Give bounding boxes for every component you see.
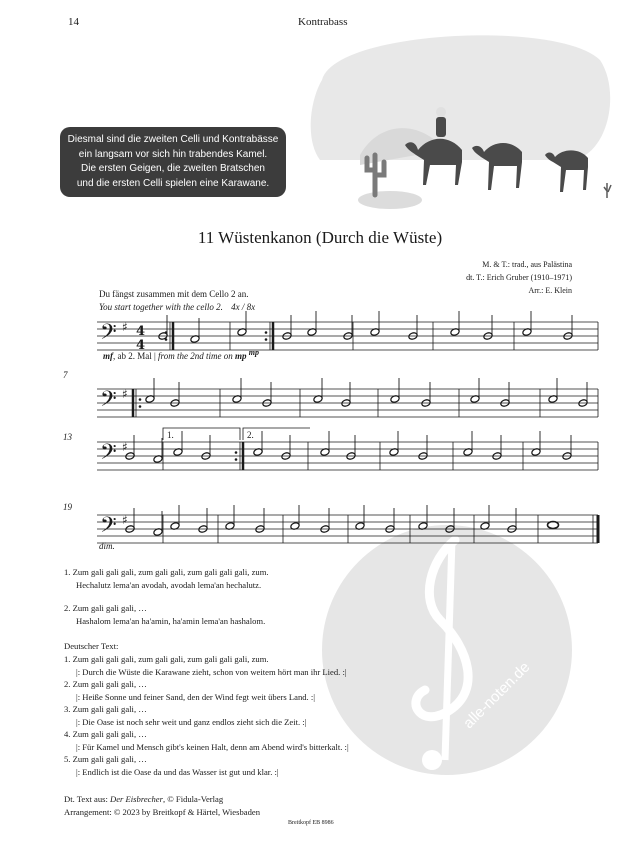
german-verse-4	[64, 728, 349, 753]
credit-line: Arr.: E. Klein	[528, 286, 572, 295]
verse-number: 1.	[64, 654, 71, 664]
verse-number: 1.	[64, 567, 71, 577]
bar-number: 7	[63, 370, 68, 380]
dynamics-marking	[103, 348, 259, 361]
verse-line: Zum gali gali gali, …	[72, 603, 147, 613]
lyrics-verse-2	[64, 602, 265, 627]
time-signature-bottom: 4	[136, 338, 146, 353]
intro-line: ein langsam vor sich hin trabendes Kamel.	[78, 148, 268, 160]
verse-line: |: Durch die Wüste die Karawane zieht, schon von weitem hört man ihr Lied. :|	[76, 666, 347, 677]
intro-line: Die ersten Geigen, die zweiten Bratschen	[81, 163, 265, 174]
german-verse-5	[64, 753, 279, 778]
sharp-icon: ♯	[122, 440, 128, 454]
verse-line: |: Für Kamel und Mensch gibt's keinen Halt, denn am Abend wird's bitterkalt. :|	[76, 741, 349, 752]
verse-line: Zum gali gali gali, …	[72, 754, 147, 764]
volta-brackets	[163, 428, 310, 440]
instruction-german: Du fängst zusammen mit dem Cello 2 an.	[99, 289, 249, 299]
staff-system-2	[97, 389, 598, 417]
page-number: 14	[68, 16, 79, 28]
intro-line: Diesmal sind die zweiten Celli und Kontrabässe	[67, 134, 279, 145]
german-verse-3	[64, 703, 306, 728]
intro-box	[60, 127, 286, 197]
verse-line: Zum gali gali gali, zum gali gali, zum gali gali gali, zum.	[72, 654, 269, 664]
verse-number: 2.	[64, 679, 71, 689]
bass-clef-icon: 𝄢	[100, 440, 117, 470]
desert-illustration	[311, 35, 611, 209]
verse-number: 3.	[64, 704, 71, 714]
verse-line: Zum gali gali gali, …	[72, 729, 147, 739]
bass-clef-icon: 𝄢	[100, 513, 117, 543]
verse-line: Zum gali gali gali, …	[72, 679, 147, 689]
source-prefix: Dt. Text aus:	[64, 794, 111, 804]
performance-instruction	[99, 288, 255, 314]
bar-number: 13	[63, 432, 72, 442]
verse-line: |: Die Oase ist noch sehr weit und ganz endlos zieht sich die Zeit. :|	[76, 716, 307, 727]
german-verse-1	[64, 653, 347, 678]
dynamic-mp-small: mp	[248, 348, 259, 357]
bass-clef-icon: 𝄢	[100, 387, 117, 417]
volta-2-label: 2.	[247, 430, 254, 440]
german-text-heading: Deutscher Text:	[64, 641, 119, 651]
footer-source	[64, 793, 260, 818]
sharp-icon: ♯	[122, 387, 128, 401]
watermark-logo	[322, 525, 572, 775]
dynamic-text-en: from the 2nd time on	[158, 351, 233, 361]
page-header-instrument: Kontrabass	[298, 16, 348, 28]
lyrics-verse-1	[64, 566, 269, 591]
german-verse-2	[64, 678, 315, 703]
verse-line: Hashalom lema'an ha'amin, ha'amin lema'an hashalom.	[76, 615, 266, 626]
dynamic-mf: mf	[103, 351, 113, 361]
verse-line: Hechalutz lema'an avodah, avodah lema'an hechalutz.	[76, 579, 262, 590]
intro-line: und die ersten Celli spielen eine Karawane.	[76, 177, 270, 189]
arrangement-copyright: Arrangement: © 2023 by Breitkopf & Härtel, Wiesbaden	[64, 806, 260, 817]
verse-number: 5.	[64, 754, 71, 764]
credit-line: dt. T.: Erich Gruber (1910–1971)	[466, 273, 572, 282]
dynamic-text: , ab 2. Mal |	[113, 351, 159, 361]
dynamic-dim: dim.	[99, 541, 115, 551]
watermark-text: alle-noten.de	[460, 658, 534, 733]
time-signature-top: 4	[136, 324, 146, 339]
notation	[100, 311, 598, 543]
volta-1-label: 1.	[167, 430, 174, 440]
credit-line: M. & T.: trad., aus Palästina	[482, 260, 572, 269]
bar-number: 19	[63, 502, 72, 512]
verse-line: |: Heiße Sonne und feiner Sand, den der Wind fegt weit übers Land. :|	[76, 691, 315, 702]
source-title: Der Eisbrecher	[110, 794, 163, 804]
verse-number: 4.	[64, 729, 71, 739]
instruction-english: You start together with the cello 2.	[99, 302, 223, 312]
dynamic-mp: mp	[234, 351, 247, 361]
repeat-count: 4x / 8x	[231, 302, 256, 312]
piece-title: 11 Wüstenkanon (Durch die Wüste)	[197, 228, 443, 247]
verse-line: Zum gali gali gali, …	[72, 704, 147, 714]
verse-line: Zum gali gali gali, zum gali gali, zum gali gali gali, zum.	[72, 567, 269, 577]
credits	[466, 258, 572, 297]
source-suffix: , © Fidula-Verlag	[162, 794, 224, 804]
verse-number: 2.	[64, 603, 71, 613]
publisher-code: Breitkopf EB 8986	[288, 820, 334, 826]
bass-clef-icon: 𝄢	[100, 320, 117, 350]
sharp-icon: ♯	[122, 320, 128, 334]
sharp-icon: ♯	[122, 513, 128, 527]
verse-line: |: Endlich ist die Oase da und das Wasser ist gut und klar. :|	[76, 766, 279, 777]
